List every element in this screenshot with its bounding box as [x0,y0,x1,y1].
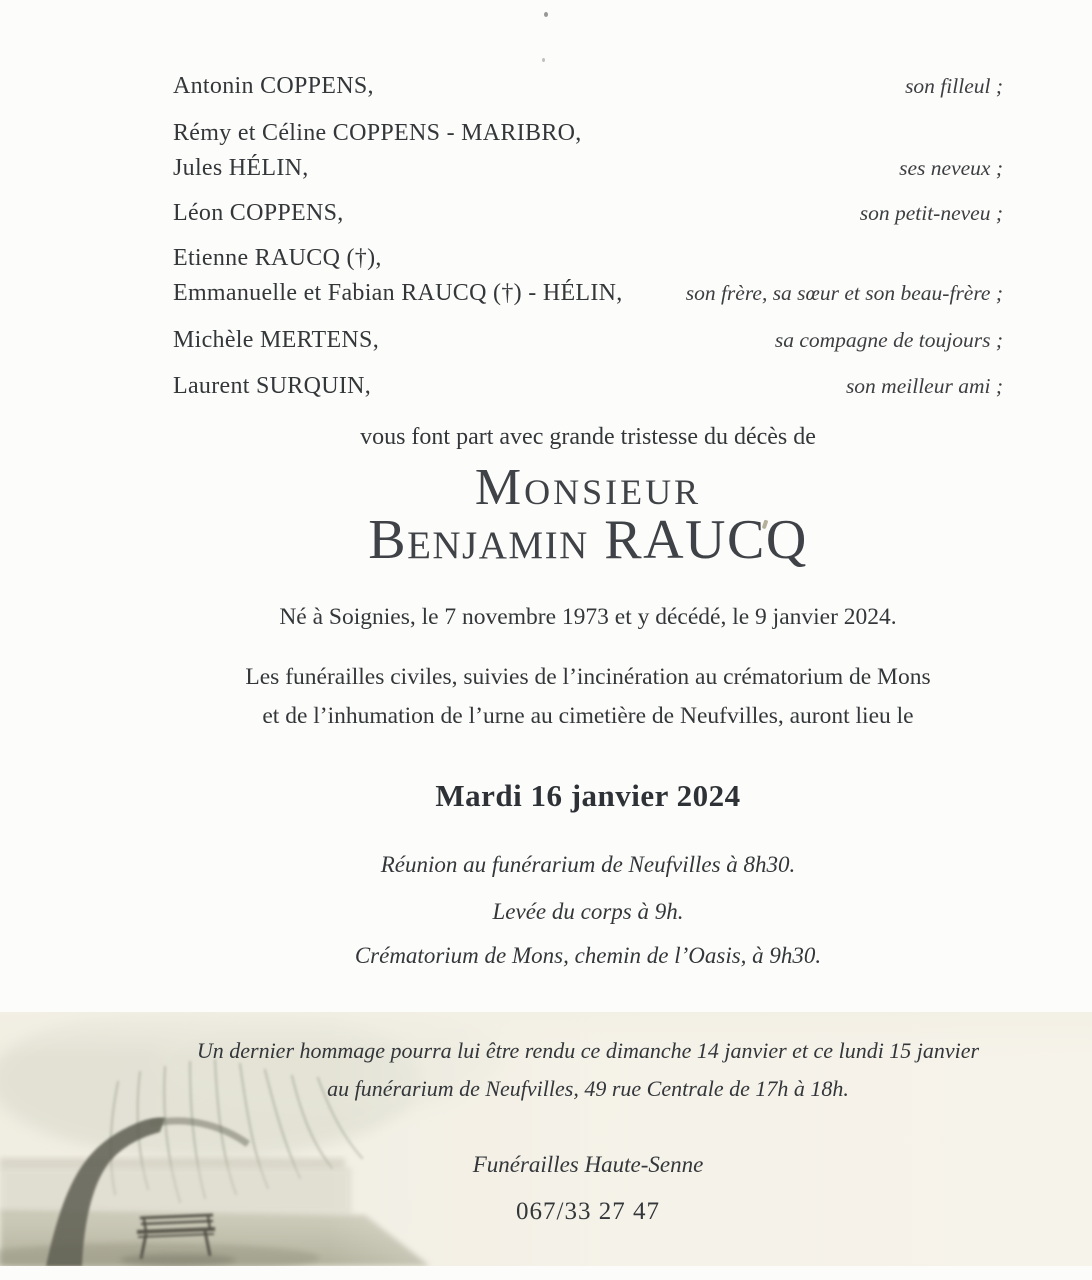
relative-row [173,155,1003,182]
relative-name: Michèle MERTENS, [173,327,379,353]
schedule-line-3: Crématorium de Mons, chemin de l’Oasis, à 9h30. [354,943,822,968]
relative-row [173,120,1003,147]
relative-row [173,200,1003,227]
schedule-line-2: Levée du corps à 9h. [492,899,684,924]
deceased-title: Monsieur [474,459,702,516]
relative-relation: son petit-neveu ; [859,201,1003,225]
announcement-sentence: vous font part avec grande tristesse du décès de [360,424,816,450]
schedule-line-1: Réunion au funérarium de Neufvilles à 8h30. [380,852,796,877]
relative-row [173,73,1003,100]
relative-name: Laurent SURQUIN, [173,373,372,399]
relative-relation: sa compagne de toujours ; [774,328,1003,352]
relative-relation: ses neveux ; [899,156,1003,180]
funeral-date: Mardi 16 janvier 2024 [435,778,741,813]
funeral-home-name: Funérailles Haute-Senne [472,1152,704,1177]
funeral-paragraph-line2: et de l’inhumation de l’urne au cimetière de Neufvilles, auront lieu le [262,703,914,729]
relative-row [173,280,1003,307]
relative-row [173,245,1003,272]
relative-relation: son filleul ; [905,74,1003,98]
relative-name: Emmanuelle et Fabian RAUCQ (†) - HÉLIN, [173,280,623,306]
relative-name: Rémy et Céline COPPENS - MARIBRO, [173,120,582,146]
relative-name: Etienne RAUCQ (†), [173,245,382,271]
relative-row [173,327,1003,354]
relative-relation: son meilleur ami ; [845,374,1003,398]
relative-relation: son frère, sa sœur et son beau-frère ; [685,281,1003,305]
announcement-content [173,0,1003,1280]
relative-row [173,373,1003,400]
relative-name: Léon COPPENS, [173,200,344,226]
funeral-paragraph-line1: Les funérailles civiles, suivies de l’incinération au crématorium de Mons [245,664,931,690]
deceased-name: Benjamin RAUCQ [368,509,808,571]
tribute-block [173,1032,1003,1108]
relative-name: Jules HÉLIN, [173,155,309,181]
relative-name: Antonin COPPENS, [173,73,374,99]
funeral-paragraph [173,658,1003,736]
life-dates-line: Né à Soignies, le 7 novembre 1973 et y décédé, le 9 janvier 2024. [279,604,897,630]
tribute-line1: Un dernier hommage pourra lui être rendu ce dimanche 14 janvier et ce lundi 15 janvier [196,1038,980,1063]
funeral-home-phone: 067/33 27 47 [516,1198,660,1225]
tribute-line2: au funérarium de Neufvilles, 49 rue Centrale de 17h à 18h. [327,1076,849,1101]
